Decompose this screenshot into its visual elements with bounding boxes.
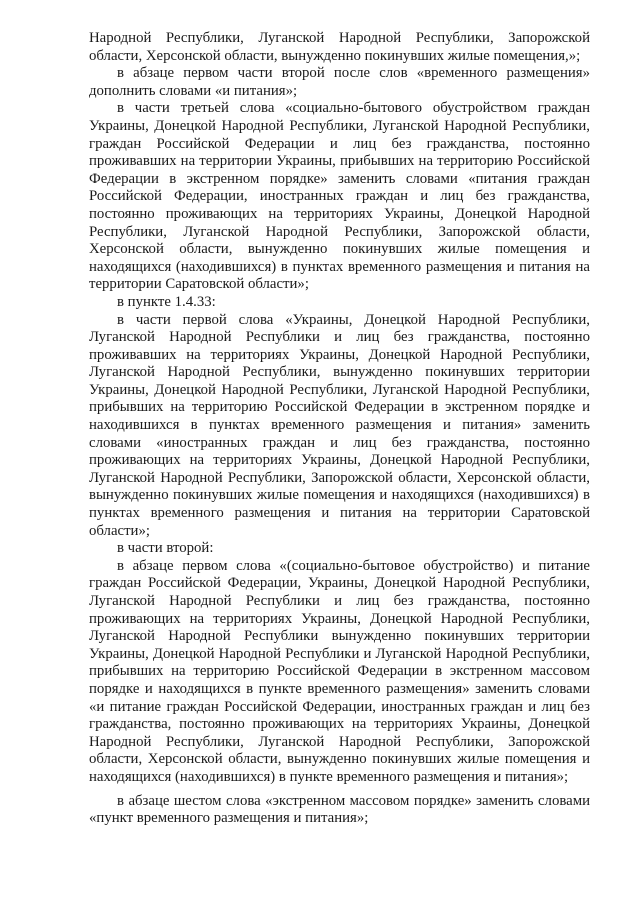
paragraph-amend-part-one: в части первой слова «Украины, Донецкой Народной Республики, Луганской Народной Республики и лиц без гражданства, постоянно проживавших на территориях Украины, Донецкой Народной Республики, Луганской Народной Республики, вынужденно покинувших территории Украины, Донецкой Народной Республики, Луганской Народной Республики, прибывших на территорию Российской Федерации в экстренном порядке и находившихся в пунктах временного размещения и питания» заменить словами «иностранных граждан и лиц без гражданства, постоянно проживающих на территориях Украины, Донецкой Народной Республики, Луганской Народной Республики, Запорожской области, Херсонской области, вынужденно покинувших жилые помещения и находящихся (находившихся) в пунктах временного размещения и питания на территории Саратовской области»; (89, 311, 590, 539)
document-body (89, 30, 590, 828)
paragraph-amend-first-para: в абзаце первом слова «(социально-бытовое обустройство) и питание граждан Российской Федерации, Украины, Донецкой Народной Республики, Луганской Народной Республики и лиц без гражданства, постоянно проживающих на территориях Украины, Донецкой Народной Республики, Луганской Народной Республики вынужденно покинувших территории Украины, Донецкой Народной Республики и Луганской Народной Республики, прибывших на территорию Российской Федерации в экстренном массовом порядке и находящихся в пункте временного размещения» заменить словами «и питание граждан Российской Федерации, иностранных граждан и лиц без гражданства, постоянно проживающих на территориях Украины, Донецкой Народной Республики, Луганской Народной Республики, Запорожской области, Херсонской области, вынужденно покинувших жилые помещения и находящихся (находившихся) в пункте временного размещения и питания»; (89, 557, 590, 785)
paragraph-part-two-heading: в части второй: (117, 540, 214, 557)
paragraph-amend-sixth-para: в абзаце шестом слова «экстренном массовом порядке» заменить словами «пункт временного размещения и питания»; (89, 792, 590, 827)
paragraph-amend-part-two: в абзаце первом части второй после слов «временного размещения» дополнить словами «и питания»; (89, 65, 590, 99)
paragraph-continuation: Народной Республики, Луганской Народной Республики, Запорожской области, Херсонской области, вынужденно покинувших жилые помещения,»; (89, 30, 590, 64)
paragraph-clause-1-4-33: в пункте 1.4.33: (117, 293, 216, 310)
paragraph-amend-part-three: в части третьей слова «социально-бытового обустройством граждан Украины, Донецкой Народной Республики, Луганской Народной Республики, граждан Российской Федерации и лиц без гражданства, постоянно проживавших на территории Украины, прибывших на территорию Российской Федерации в экстренном порядке» заменить словами «питания граждан Российской Федерации, иностранных граждан и лиц без гражданства, постоянно проживающих на территориях Украины, Донецкой Народной Республики, Луганской Народной Республики, Запорожской области, Херсонской области, вынужденно покинувших жилые помещения и находящихся (находившихся) в пунктах временного размещения и питания на территории Саратовской области»; (89, 100, 590, 293)
